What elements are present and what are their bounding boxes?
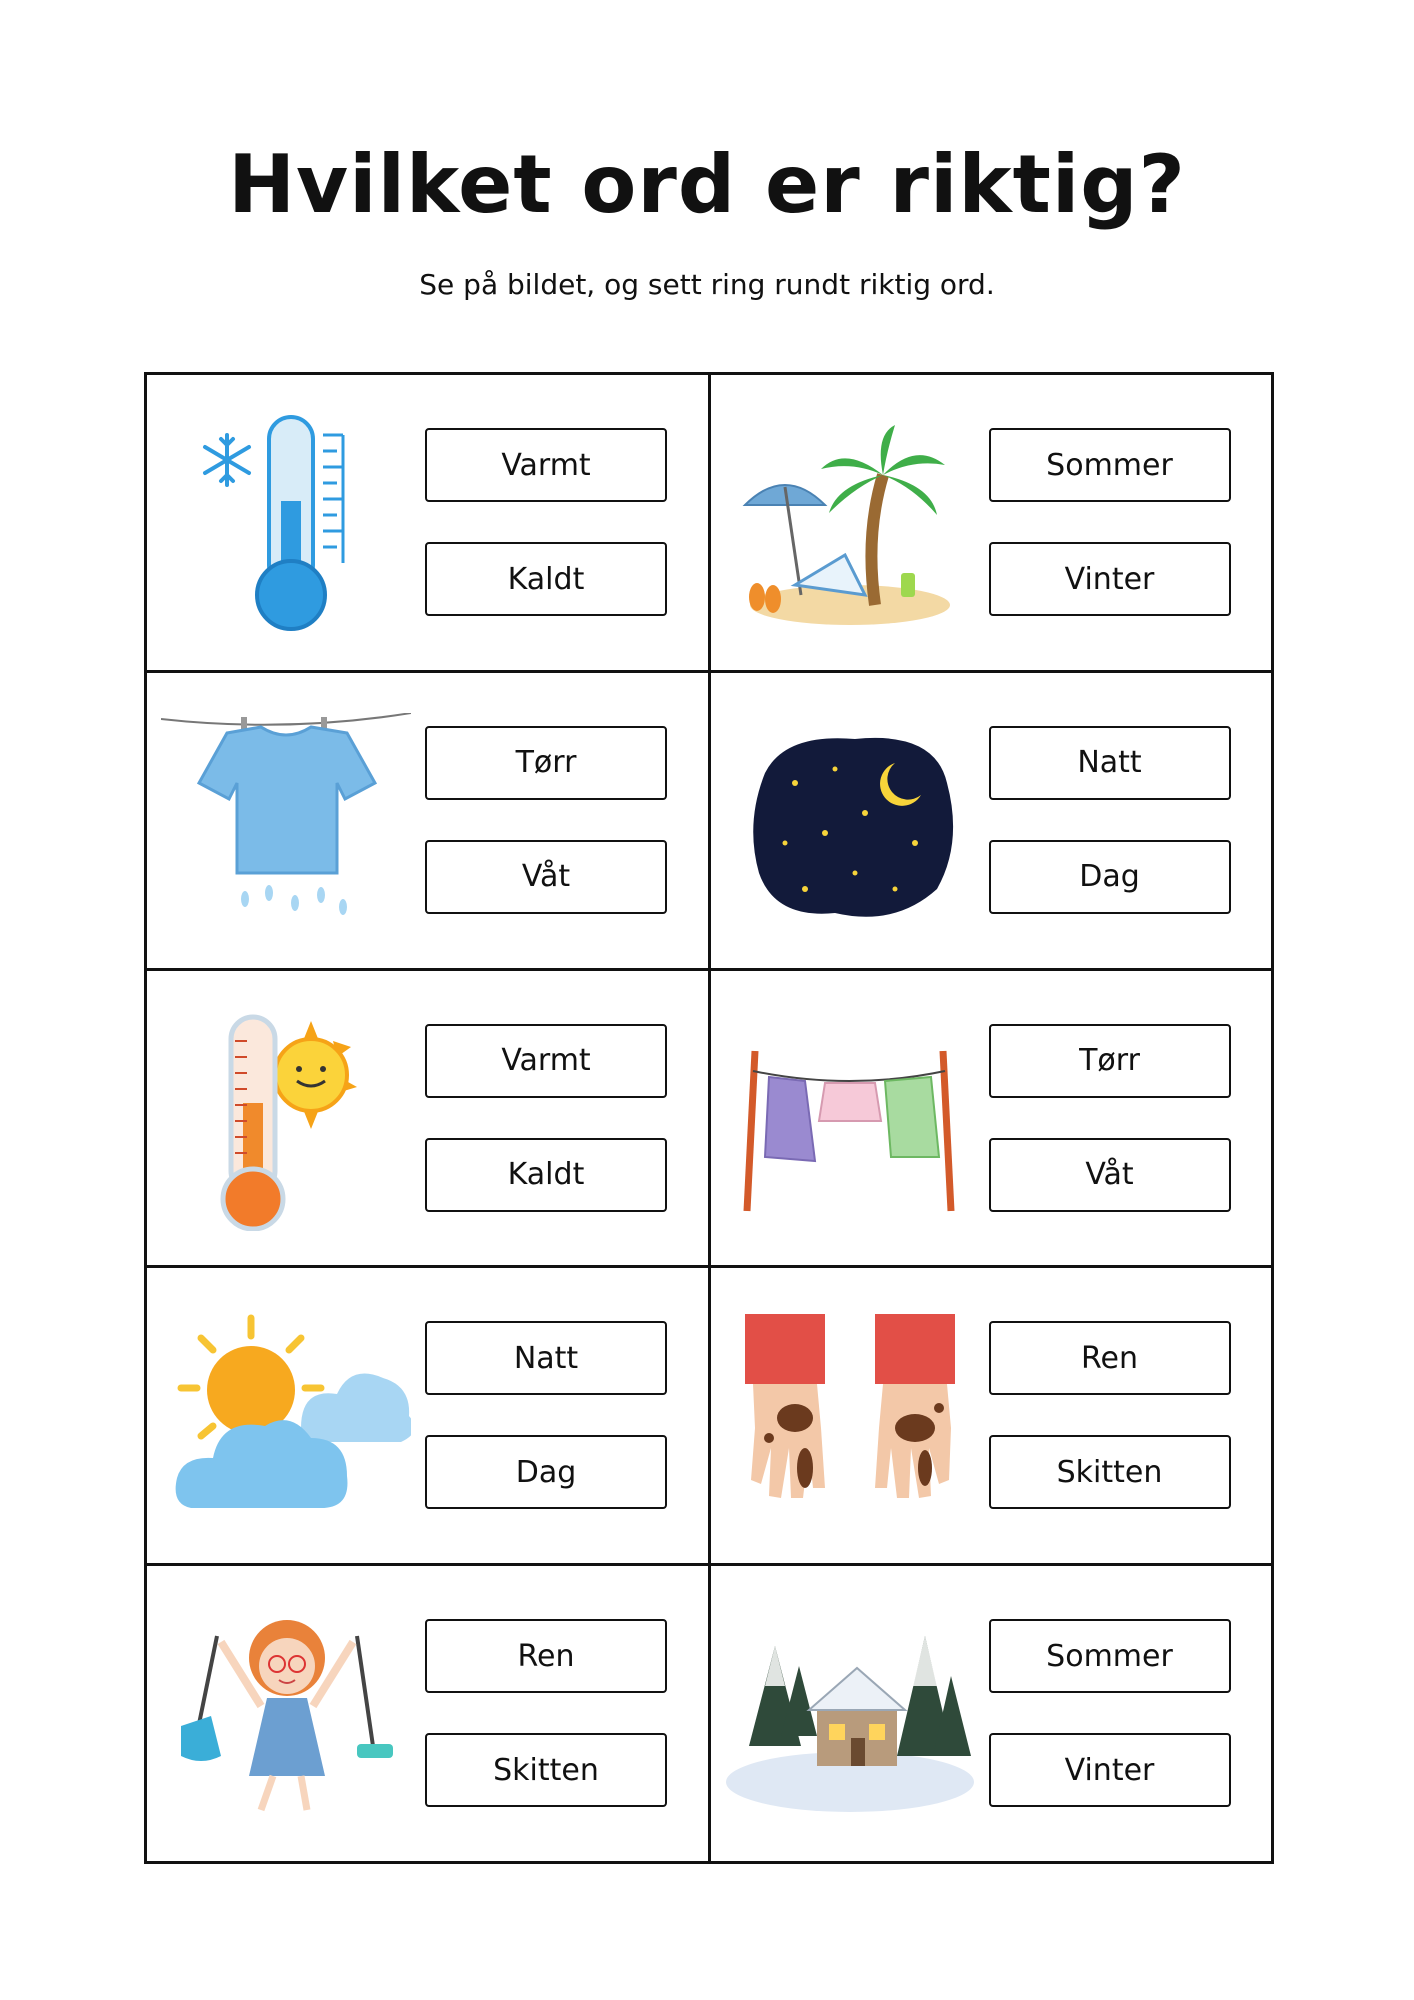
- exercise-grid: [144, 372, 1274, 1864]
- option-vat[interactable]: Våt: [425, 840, 667, 914]
- instructions: Se på bildet, og sett ring rundt riktig ord.: [419, 268, 995, 301]
- exercise-cell: [147, 1566, 711, 1864]
- night-sky-moon-icon: [725, 713, 975, 933]
- exercise-cell: [711, 375, 1275, 673]
- option-vinter[interactable]: Vinter: [989, 1733, 1231, 1807]
- option-varmt[interactable]: Varmt: [425, 428, 667, 502]
- wet-tshirt-icon: [161, 713, 411, 933]
- exercise-cell: [147, 1268, 711, 1566]
- winter-house-icon: [725, 1606, 975, 1826]
- sun-clouds-icon: [161, 1308, 411, 1528]
- option-torr[interactable]: Tørr: [425, 726, 667, 800]
- beach-palm-icon: [725, 415, 975, 635]
- exercise-cell: [147, 673, 711, 971]
- option-ren[interactable]: Ren: [989, 1321, 1231, 1395]
- option-dag[interactable]: Dag: [425, 1435, 667, 1509]
- hot-thermometer-sun-icon: [161, 1011, 411, 1231]
- page-title: Hvilket ord er riktig?: [228, 138, 1186, 231]
- option-kaldt[interactable]: Kaldt: [425, 542, 667, 616]
- cold-thermometer-icon: [161, 415, 411, 635]
- option-vat[interactable]: Våt: [989, 1138, 1231, 1212]
- exercise-cell: [147, 971, 711, 1269]
- option-ren[interactable]: Ren: [425, 1619, 667, 1693]
- option-dag[interactable]: Dag: [989, 840, 1231, 914]
- option-sommer[interactable]: Sommer: [989, 428, 1231, 502]
- option-kaldt[interactable]: Kaldt: [425, 1138, 667, 1212]
- option-skitten[interactable]: Skitten: [425, 1733, 667, 1807]
- exercise-cell: [711, 673, 1275, 971]
- exercise-cell: [711, 1268, 1275, 1566]
- option-natt[interactable]: Natt: [425, 1321, 667, 1395]
- option-skitten[interactable]: Skitten: [989, 1435, 1231, 1509]
- option-natt[interactable]: Natt: [989, 726, 1231, 800]
- option-torr[interactable]: Tørr: [989, 1024, 1231, 1098]
- dirty-hands-icon: [725, 1308, 975, 1528]
- option-sommer[interactable]: Sommer: [989, 1619, 1231, 1693]
- exercise-cell: [711, 1566, 1275, 1864]
- exercise-cell: [711, 971, 1275, 1269]
- exercise-cell: [147, 375, 711, 673]
- option-varmt[interactable]: Varmt: [425, 1024, 667, 1098]
- clothesline-icon: [725, 1011, 975, 1231]
- option-vinter[interactable]: Vinter: [989, 542, 1231, 616]
- girl-cleaning-icon: [161, 1606, 411, 1826]
